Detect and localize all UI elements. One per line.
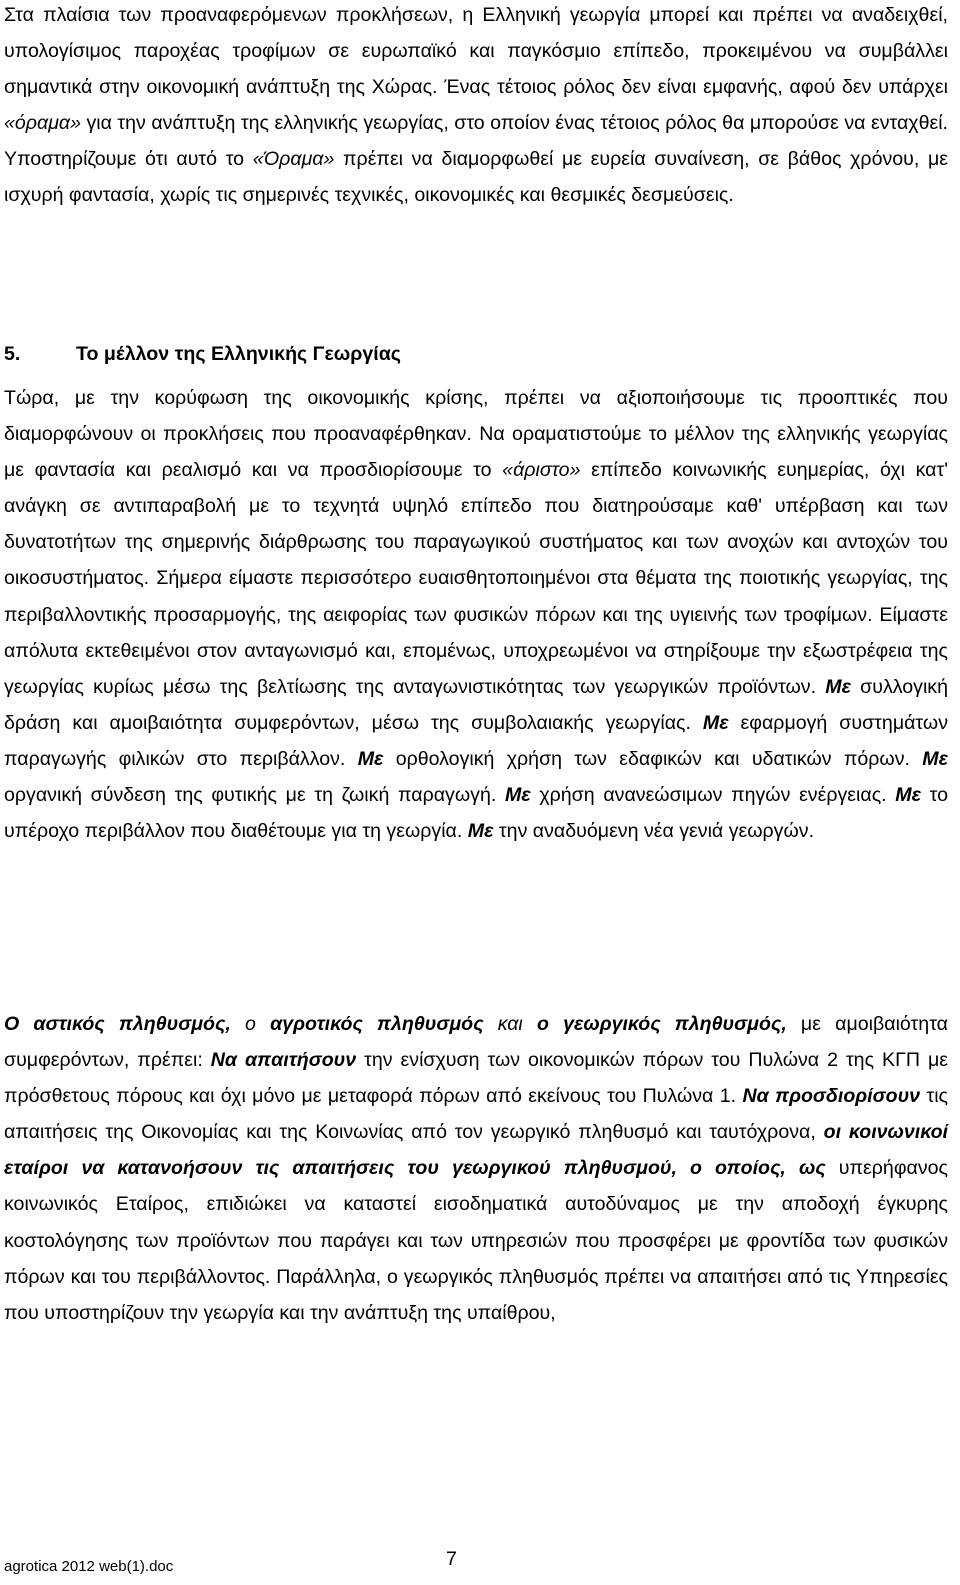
text-run: υπερήφανος κοινωνικός Εταίρος, επιδιώκει να καταστεί εισοδηματικά αυτοδύναμος με την αποδοχή έγκυρης κοστολόγησης των προϊόντων που παράγει και των υπηρεσιών που προσφέρει με φροντίδα των φυσικών πόρων και του περιβάλλοντος. Παράλληλα, ο γεωργικός πληθυσμός πρέπει να απαιτήσει από τις Υπηρεσίες που υποστηρίζουν την γεωργία και την ανάπτυξη της υπαίθρου, (4, 1157, 948, 1324)
page-footer (4, 1548, 948, 1578)
text-run: τις απαιτήσεις της Οικονομίας και της Κοινωνίας από τον γεωργικό πληθυσμό και ταυτόχρονα, (4, 1085, 948, 1144)
italic-run: και (483, 1013, 537, 1035)
italic-run: ο (230, 1013, 271, 1035)
emphasis: Με (825, 675, 851, 698)
quoted-term: «όραμα» (4, 112, 81, 135)
section-heading (4, 336, 948, 372)
emphasis: Ο αστικός πληθυσμός, (4, 1013, 231, 1035)
paragraph-vision (4, 0, 948, 214)
text-run: χρήση ανανεώσιμων πηγών ενέργειας. (530, 784, 896, 807)
text-run: το υπέροχο περιβάλλον που διαθέτουμε για τη γεωργία. (4, 784, 948, 843)
section-number: 5. (4, 343, 21, 365)
emphasis: Με (357, 747, 384, 770)
text-run: ορθολογική χρήση των εδαφικών και υδατικών πόρων. (383, 747, 923, 770)
text-run: για την ανάπτυξη της ελληνικής γεωργίας, στο οποίον ένας τέτοιος ρόλος θα μπορούσε να ενταχθεί. Υποστηρίζουμε ότι αυτό το (4, 112, 948, 171)
emphasis: Να απαιτήσουν (210, 1049, 357, 1072)
section-title: Το μέλλον της Ελληνικής Γεωργίας (76, 343, 401, 365)
text-run: οργανική σύνδεση της φυτικής με τη ζωική παραγωγή. (4, 784, 505, 807)
emphasis: αγροτικός πληθυσμός (270, 1013, 484, 1035)
paragraph-population (4, 1006, 948, 1331)
text-run: επίπεδο κοινωνικής ευημερίας, όχι κατ' ανάγκη σε αντιπαραβολή με το τεχνητά υψηλό επίπεδο που διατηρούσαμε καθ' υπέρβαση και των δυνατοτήτων της σημερινής διάρθρωσης του παραγωγικού συστήματος και των ανοχών και αντοχών του οικοσυστήματος. Σήμερα είμαστε περισσότερο ευαισθητοποιημένοι στα θέματα της ποιοτικής γεωργίας, της περιβαλλοντικής προσαρμογής, της αειφορίας των φυσικών πόρων και της υγιεινής των τροφίμων. Είμαστε απόλυτα εκτεθειμένοι στον ανταγωνισμό και, επομένως, υποχρεωμένοι να στηρίξουμε την εξωστρέφεια της γεωργίας κυρίως μέσω της βελτίωσης της ανταγωνιστικότητας των γεωργικών προϊόντων. (4, 459, 948, 698)
text-run: την αναδυόμενη νέα γενιά γεωργών. (493, 820, 815, 843)
page-number: 7 (446, 1548, 457, 1570)
emphasis: Με (922, 747, 948, 770)
emphasis: Με (702, 711, 729, 734)
text-run: Στα πλαίσια των προαναφερόμενων προκλήσεων, η Ελληνική γεωργία μπορεί και πρέπει να αναδειχθεί, υπολογίσιμος παροχέας τροφίμων σε ευρωπαϊκό και παγκόσμιο επίπεδο, προκειμένου να συμβάλλει σημαντικά στην οικονομική ανάπτυξη της Χώρας. Ένας τέτοιος ρόλος δεν είναι εμφανής, αφού δεν υπάρχει (4, 4, 948, 99)
footer-filename: agrotica 2012 web(1).doc (4, 1558, 174, 1575)
text-run: πρέπει να διαμορφωθεί με ευρεία συναίνεση, σε βάθος χρόνου, με ισχυρή φαντασία, χωρίς τις σημερινές τεχνικές, οικονομικές και θεσμικές δεσμεύσεις. (4, 148, 948, 207)
text-run: Τώρα, με την κορύφωση της οικονομικής κρίσης, πρέπει να αξιοποιήσουμε τις προοπτικές που διαμορφώνουν οι προκλήσεις που προαναφέρθηκαν. Να οραματιστούμε το μέλλον της ελληνικής γεωργίας με φαντασία και ρεαλισμό και να προσδιορίσουμε το (4, 387, 948, 482)
emphasis: Με (895, 784, 921, 807)
emphasis: Με (504, 784, 531, 807)
quoted-term: «Όραμα» (252, 148, 335, 171)
quoted-term: «άριστο» (502, 459, 581, 482)
paragraph-future (4, 380, 948, 849)
emphasis: Με (467, 820, 494, 843)
text-run: την ενίσχυση των οικονομικών πόρων του Πυλώνα 2 της ΚΓΠ με πρόσθετους πόρους και όχι μόνο με μεταφορά πόρων από εκείνους του Πυλώνα 1. (4, 1049, 948, 1108)
emphasis: οι κοινωνικοί εταίροι να κατανοήσουν τις απαιτήσεις του γεωργικού πληθυσμού, ο οποίος, ως (4, 1121, 948, 1180)
text-run: συλλογική δράση και αμοιβαιότητα συμφερόντων, μέσω της συμβολαιακής γεωργίας. (4, 675, 949, 734)
text-run: εφαρμογή συστημάτων παραγωγής φιλικών στο περιβάλλον. (4, 711, 948, 770)
emphasis: ο γεωργικός πληθυσμός, (536, 1013, 787, 1035)
emphasis: Να προσδιορίσουν (742, 1085, 921, 1108)
text-run: με αμοιβαιότητα συμφερόντων, πρέπει: (4, 1013, 948, 1072)
